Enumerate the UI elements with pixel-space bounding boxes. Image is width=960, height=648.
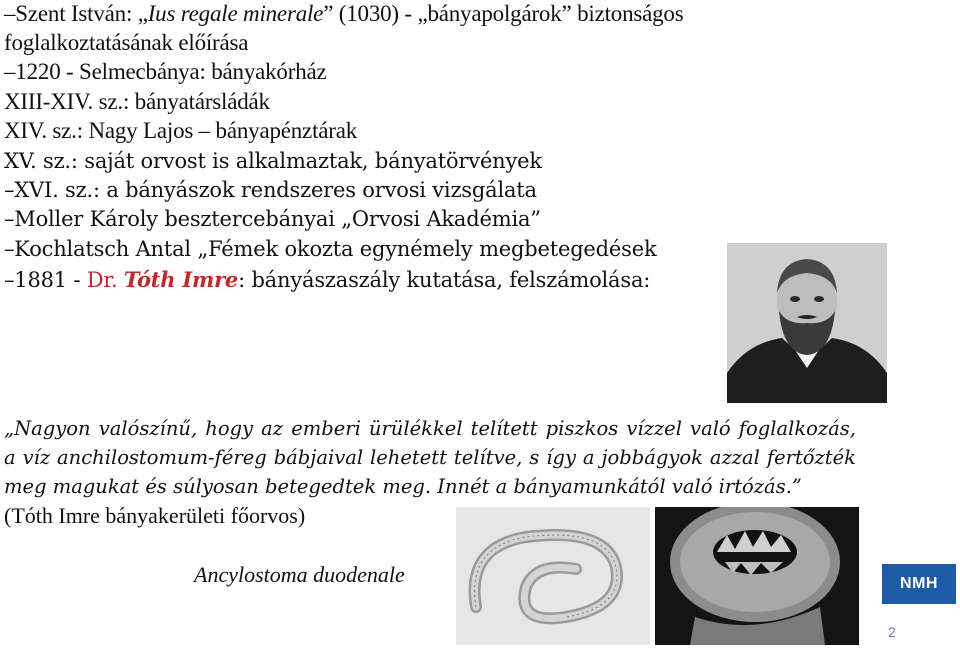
line-xiv: [4, 117, 357, 145]
line-part: –Szent István: „: [4, 1, 148, 26]
line-text: XV. sz.: saját orvost is alkalmaztak, bányatörvények: [4, 149, 542, 173]
line-1881: [4, 266, 650, 294]
line-1220: [4, 58, 327, 86]
line-xvi: [4, 176, 537, 204]
line-text: –1220 - Selmecbánya: bányakórház: [4, 59, 327, 84]
line-xiii-xiv: [4, 88, 270, 116]
line-moller: [4, 205, 541, 233]
line-kochlatsch: [4, 235, 656, 263]
line-text: XIII-XIV. sz.: bányatársládák: [4, 89, 270, 114]
line-szent-istvan: [4, 0, 683, 28]
person-name: Tóth Imre: [123, 267, 239, 292]
worm-micrograph: [456, 507, 650, 645]
line-text: –Moller Károly besztercebányai „Orvosi Akadémia”: [4, 207, 541, 231]
line-text: –Kochlatsch Antal „Fémek okozta egynémely megbetegedések: [4, 237, 657, 261]
quote-line-3: meg magukat és súlyosan betegedtek meg. Innét a bányamunkától való irtózás.”: [4, 475, 802, 498]
page-number: 2: [888, 624, 896, 640]
line-foglalkoztatas: [4, 29, 248, 57]
line-text: –XVI. sz.: a bányászok rendszeres orvosi vizsgálata: [4, 178, 537, 202]
line-text: foglalkoztatásának előírása: [4, 30, 249, 55]
dr-prefix: Dr.: [86, 268, 124, 292]
line-part: : bányászaszály kutatása, felszámolása:: [238, 268, 651, 292]
nmh-logo: NMH: [882, 564, 956, 604]
line-part: –1881 -: [4, 268, 87, 292]
quote-line-2: a víz anchilostomum-féreg bábjaival lehetett telítve, s így a jobbágyok azzal fertőzték: [4, 446, 856, 469]
portrait-photo: [727, 243, 887, 403]
worm-mouth-sem-image: [655, 507, 859, 645]
quote-line-1: „Nagyon valószínű, hogy az emberi ürülékkel telített piszkos vízzel való foglalkozás,: [4, 417, 856, 440]
line-xv: [4, 147, 542, 175]
attribution: (Tóth Imre bányakerületi főorvos): [4, 503, 306, 528]
latin-phrase: Ius regale minerale: [147, 1, 324, 26]
line-text: XIV. sz.: Nagy Lajos – bányapénztárak: [4, 118, 358, 143]
species-caption: Ancylostoma duodenale: [194, 562, 405, 587]
line-part: ” (1030) - „bányapolgárok” biztonságos: [323, 1, 684, 26]
quote-block: [4, 414, 856, 501]
